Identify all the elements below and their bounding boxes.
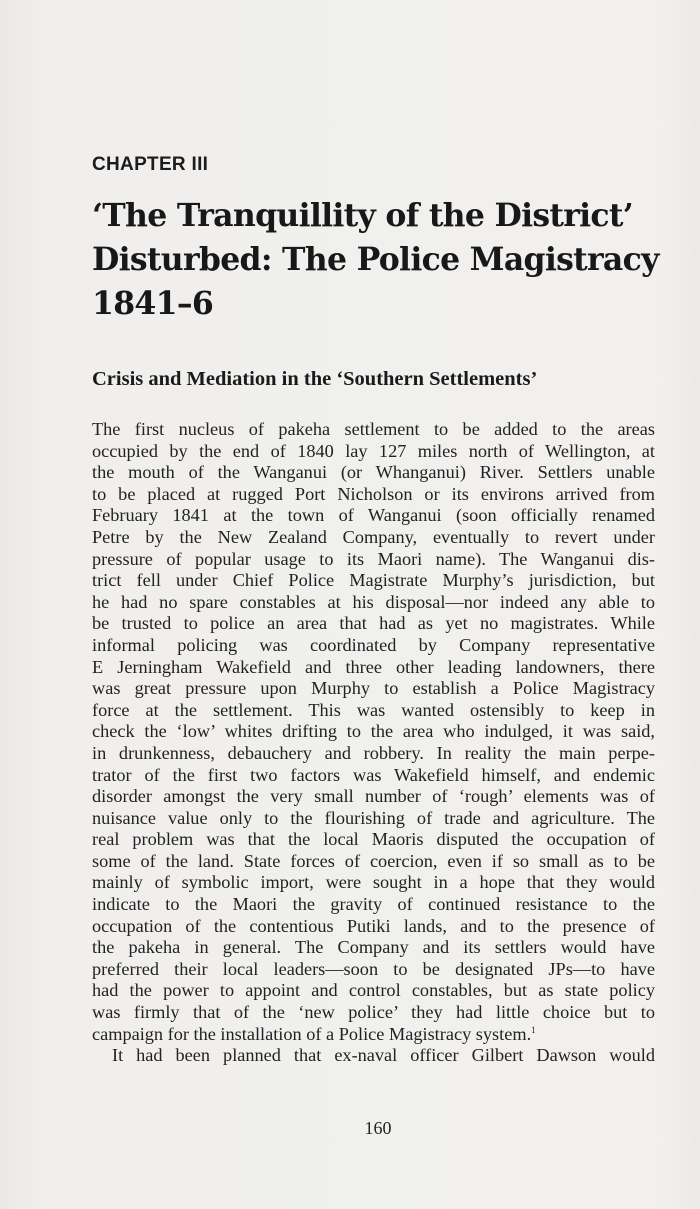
body-line: he had no spare constables at his disposal—nor indeed any able to: [92, 591, 655, 612]
chapter-label: CHAPTER III: [92, 154, 209, 175]
body-line: trator of the first two factors was Wakefield himself, and endemic: [92, 764, 655, 785]
body-line: the mouth of the Wanganui (or Whanganui) River. Settlers unable: [92, 462, 655, 483]
next-paragraph-line: It had been planned that ex-naval officer Gilbert Dawson would: [112, 1045, 655, 1066]
body-line-text: campaign for the installation of a Police Magistracy system.: [92, 1023, 532, 1044]
body-line: check the ‘low’ whites drifting to the area who indulged, it was said,: [92, 721, 655, 742]
body-line: pressure of popular usage to its Maori name). The Wanganui dis-: [92, 548, 655, 569]
body-line: preferred their local leaders—soon to be designated JPs—to have: [92, 958, 655, 979]
body-line: was firmly that of the ‘new police’ they had little choice but to: [92, 1002, 655, 1023]
body-line: trict fell under Chief Police Magistrate Murphy’s jurisdiction, but: [92, 570, 655, 591]
body-line: the pakeha in general. The Company and its settlers would have: [92, 937, 655, 958]
body-line: Petre by the New Zealand Company, eventually to revert under: [92, 526, 655, 547]
body-paragraph: [92, 419, 655, 1067]
body-line: disorder amongst the very small number of ‘rough’ elements was of: [92, 786, 655, 807]
body-line: was great pressure upon Murphy to establish a Police Magistracy: [92, 678, 655, 699]
section-heading: Crisis and Mediation in the ‘Southern Settlements’: [92, 368, 538, 390]
chapter-title-line-1: ‘The Tranquillity of the District’: [92, 197, 634, 234]
body-line: real problem was that the local Maoris disputed the occupation of: [92, 829, 655, 850]
body-line: nuisance value only to the flourishing of trade and agriculture. The: [92, 807, 655, 828]
body-line: The first nucleus of pakeha settlement to be added to the areas: [92, 419, 655, 439]
body-line: occupied by the end of 1840 lay 127 miles north of Wellington, at: [92, 440, 655, 461]
body-line: informal policing was coordinated by Company representative: [92, 634, 655, 655]
page-number: 160: [364, 1118, 392, 1138]
body-line: force at the settlement. This was wanted ostensibly to keep in: [92, 699, 655, 720]
chapter-title-line-3: 1841–6: [92, 285, 214, 322]
body-line: indicate to the Maori the gravity of continued resistance to the: [92, 894, 655, 915]
body-line: had the power to appoint and control constables, but as state policy: [92, 980, 655, 1001]
footnote-reference: 1: [531, 1024, 536, 1035]
body-line: some of the land. State forces of coercion, even if so small as to be: [92, 850, 655, 871]
body-line: mainly of symbolic import, were sought in a hope that they would: [92, 872, 655, 893]
body-line: be trusted to police an area that had as yet no magistrates. While: [92, 613, 655, 634]
body-line: occupation of the contentious Putiki lands, and to the presence of: [92, 915, 655, 936]
body-line: February 1841 at the town of Wanganui (soon officially renamed: [92, 505, 655, 526]
body-line: E Jerningham Wakefield and three other leading landowners, there: [92, 656, 655, 677]
chapter-title-line-2: Disturbed: The Police Magistracy: [92, 241, 659, 278]
chapter-title: [92, 194, 672, 326]
body-line: in drunkenness, debauchery and robbery. In reality the main perpe-: [92, 742, 655, 763]
body-line: to be placed at rugged Port Nicholson or its environs arrived from: [92, 483, 655, 504]
body-line-with-footnote: [92, 1024, 655, 1046]
